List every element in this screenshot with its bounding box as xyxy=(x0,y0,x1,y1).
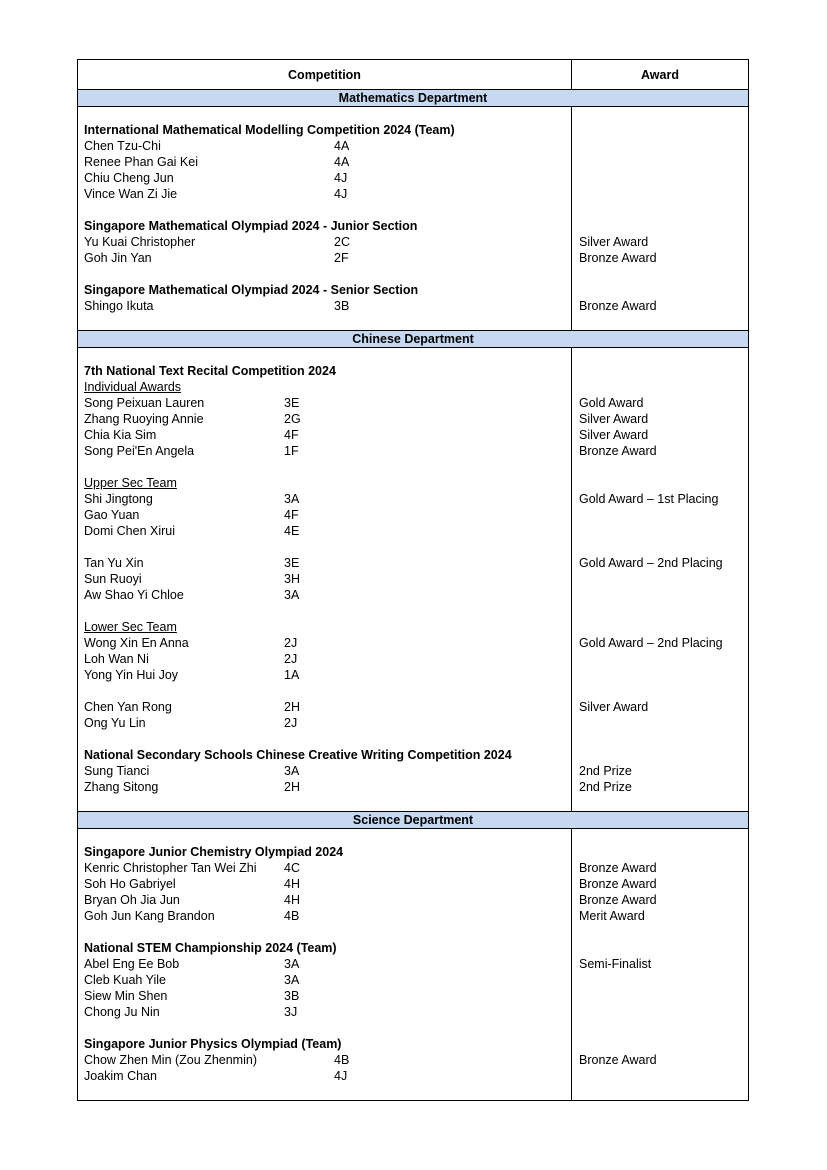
student-name: Bryan Oh Jia Jun xyxy=(84,893,180,907)
student-class: 1A xyxy=(284,668,300,682)
student-name: Domi Chen Xirui xyxy=(84,524,176,538)
award-value: 2nd Prize xyxy=(579,764,632,778)
student-name: Zhang Sitong xyxy=(84,780,159,794)
award-value: Gold Award – 2nd Placing xyxy=(579,556,723,570)
award-value: Bronze Award xyxy=(579,893,657,907)
student-class: 4F xyxy=(284,428,299,442)
award-value: Bronze Award xyxy=(579,877,657,891)
competition-title: Singapore Mathematical Olympiad 2024 - Junior Section xyxy=(84,219,418,233)
award-value: Silver Award xyxy=(579,700,649,714)
award-value: Bronze Award xyxy=(579,1053,657,1067)
student-class: 3A xyxy=(284,973,300,987)
award-value: Silver Award xyxy=(579,428,649,442)
student-class: 4H xyxy=(284,893,300,907)
award-value: Gold Award xyxy=(579,396,644,410)
student-class: 1F xyxy=(284,444,299,458)
award-value: Bronze Award xyxy=(579,861,657,875)
student-class: 2J xyxy=(284,636,298,650)
student-name: Siew Min Shen xyxy=(84,989,168,1003)
award-value: 2nd Prize xyxy=(579,780,632,794)
subsection-heading: Individual Awards xyxy=(84,380,182,394)
student-name: Soh Ho Gabriyel xyxy=(84,877,176,891)
header-competition: Competition xyxy=(288,68,361,82)
student-name: Chiu Cheng Jun xyxy=(84,171,174,185)
award-value: Bronze Award xyxy=(579,251,657,265)
student-name: Song Peixuan Lauren xyxy=(84,396,205,410)
student-class: 2H xyxy=(284,700,300,714)
student-name: Joakim Chan xyxy=(84,1069,157,1083)
student-name: Shingo Ikuta xyxy=(84,299,154,313)
student-class: 4B xyxy=(334,1053,350,1067)
student-name: Loh Wan Ni xyxy=(84,652,149,666)
student-name: Sun Ruoyi xyxy=(84,572,142,586)
student-class: 3E xyxy=(284,556,300,570)
header-award: Award xyxy=(641,68,679,82)
subsection-heading: Upper Sec Team xyxy=(84,476,177,490)
student-class: 2J xyxy=(284,652,298,666)
student-class: 4J xyxy=(334,1069,348,1083)
student-class: 3A xyxy=(284,492,300,506)
student-name: Chow Zhen Min (Zou Zhenmin) xyxy=(84,1053,257,1067)
competition-title: Singapore Junior Chemistry Olympiad 2024 xyxy=(84,845,344,859)
dept-chinese: Chinese Department xyxy=(78,330,748,348)
student-name: Chong Ju Nin xyxy=(84,1005,160,1019)
competition-title: International Mathematical Modelling Competition 2024 (Team) xyxy=(84,123,455,137)
student-class: 2J xyxy=(284,716,298,730)
student-name: Zhang Ruoying Annie xyxy=(84,412,204,426)
student-class: 4B xyxy=(284,909,300,923)
award-value: Silver Award xyxy=(579,235,649,249)
student-class: 2F xyxy=(334,251,349,265)
competition-title: Singapore Mathematical Olympiad 2024 - Senior Section xyxy=(84,283,419,297)
student-name: Yu Kuai Christopher xyxy=(84,235,196,249)
student-name: Goh Jin Yan xyxy=(84,251,152,265)
student-class: 4F xyxy=(284,508,299,522)
student-class: 3A xyxy=(284,957,300,971)
student-class: 4J xyxy=(334,187,348,201)
student-name: Chia Kia Sim xyxy=(84,428,157,442)
student-class: 3B xyxy=(284,989,300,1003)
student-name: Abel Eng Ee Bob xyxy=(84,957,180,971)
student-class: 4E xyxy=(284,524,300,538)
student-name: Kenric Christopher Tan Wei Zhi xyxy=(84,861,257,875)
competition-title: Singapore Junior Physics Olympiad (Team) xyxy=(84,1037,342,1051)
student-class: 3A xyxy=(284,588,300,602)
student-class: 3E xyxy=(284,396,300,410)
student-class: 4J xyxy=(334,171,348,185)
student-class: 3J xyxy=(284,1005,298,1019)
student-class: 2C xyxy=(334,235,350,249)
student-name: Renee Phan Gai Kei xyxy=(84,155,198,169)
award-value: Semi-Finalist xyxy=(579,957,652,971)
student-name: Song Pei'En Angela xyxy=(84,444,195,458)
awards-table xyxy=(77,59,749,1101)
award-value: Gold Award – 2nd Placing xyxy=(579,636,723,650)
competition-title: 7th National Text Recital Competition 2024 xyxy=(84,364,336,378)
column-divider xyxy=(571,60,572,1100)
student-name: Tan Yu Xin xyxy=(84,556,144,570)
student-name: Goh Jun Kang Brandon xyxy=(84,909,215,923)
student-name: Yong Yin Hui Joy xyxy=(84,668,179,682)
award-value: Silver Award xyxy=(579,412,649,426)
award-value: Bronze Award xyxy=(579,299,657,313)
student-name: Vince Wan Zi Jie xyxy=(84,187,178,201)
student-name: Chen Tzu-Chi xyxy=(84,139,161,153)
student-name: Wong Xin En Anna xyxy=(84,636,189,650)
award-value: Bronze Award xyxy=(579,444,657,458)
student-name: Cleb Kuah Yile xyxy=(84,973,167,987)
student-class: 4A xyxy=(334,155,350,169)
subsection-heading: Lower Sec Team xyxy=(84,620,177,634)
student-class: 3H xyxy=(284,572,300,586)
student-name: Sung Tianci xyxy=(84,764,150,778)
competition-title: National STEM Championship 2024 (Team) xyxy=(84,941,337,955)
student-class: 3B xyxy=(334,299,350,313)
student-class: 4H xyxy=(284,877,300,891)
student-class: 2H xyxy=(284,780,300,794)
student-name: Aw Shao Yi Chloe xyxy=(84,588,184,602)
student-class: 2G xyxy=(284,412,301,426)
student-name: Gao Yuan xyxy=(84,508,140,522)
student-name: Ong Yu Lin xyxy=(84,716,146,730)
dept-science: Science Department xyxy=(78,811,748,829)
student-class: 4C xyxy=(284,861,300,875)
student-class: 4A xyxy=(334,139,350,153)
award-value: Merit Award xyxy=(579,909,645,923)
student-class: 3A xyxy=(284,764,300,778)
student-name: Chen Yan Rong xyxy=(84,700,172,714)
student-name: Shi Jingtong xyxy=(84,492,153,506)
competition-title: National Secondary Schools Chinese Creative Writing Competition 2024 xyxy=(84,748,512,762)
dept-mathematics: Mathematics Department xyxy=(78,89,748,107)
award-value: Gold Award – 1st Placing xyxy=(579,492,719,506)
